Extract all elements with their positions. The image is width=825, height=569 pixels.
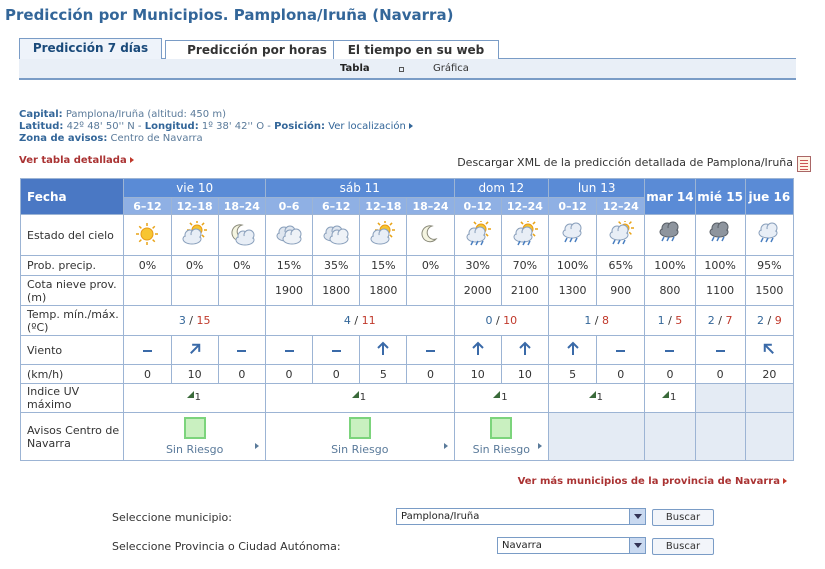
wind-speed-cell: 0 <box>645 365 695 384</box>
forecast-table <box>20 178 794 461</box>
capital-value: Pamplona/Iruña (altitud: 450 m) <box>65 109 226 120</box>
precip-cell: 15% <box>265 256 312 276</box>
day-header: mar 14 <box>645 179 695 215</box>
row-label-avisos: Avisos Centro de Navarra <box>21 413 124 461</box>
calm-icon <box>665 344 674 357</box>
wind-speed-cell: 10 <box>501 365 548 384</box>
arrow-right-icon <box>409 123 413 129</box>
slot-header: 6–12 <box>124 198 171 215</box>
slot-header: 18–24 <box>218 198 265 215</box>
wind-speed-cell: 20 <box>745 365 793 384</box>
uv-flag-icon <box>352 391 368 402</box>
lat-label: Latitud: <box>19 121 64 132</box>
wind-cell <box>597 336 645 365</box>
sun-rain-cloud-icon <box>606 237 636 250</box>
day-header: vie 10 <box>124 179 266 198</box>
cota-cell: 2000 <box>454 276 501 306</box>
uv-cell <box>548 384 644 413</box>
storm-cloud-icon <box>705 237 735 250</box>
aviso-cell[interactable] <box>454 413 548 461</box>
wind-speed-cell: 0 <box>265 365 312 384</box>
aviso-sin-riesgo[interactable] <box>124 417 265 456</box>
temp-min: 0 <box>485 314 493 327</box>
calm-icon <box>616 344 625 357</box>
buscar-municipio-button[interactable]: Buscar <box>652 509 714 526</box>
arrow-n-icon <box>375 347 391 360</box>
day-header: dom 12 <box>454 179 548 198</box>
temp-max: 9 <box>774 314 782 327</box>
sky-cell <box>548 215 596 256</box>
precip-cell: 35% <box>313 256 360 276</box>
precip-cell: 0% <box>218 256 265 276</box>
uv-value: 1 <box>501 392 508 403</box>
precip-cell: 100% <box>695 256 745 276</box>
day-header: sáb 11 <box>265 179 454 198</box>
sky-cell <box>218 215 265 256</box>
temp-cell: 2 / 9 <box>745 306 793 336</box>
uv-flag-icon <box>662 391 678 402</box>
cota-cell <box>124 276 171 306</box>
wind-speed-cell: 5 <box>548 365 596 384</box>
temp-cell: 2 / 7 <box>695 306 745 336</box>
slot-header: 0–12 <box>454 198 501 215</box>
temp-min: 3 <box>178 314 186 327</box>
cota-cell <box>407 276 454 306</box>
slot-header: 12–24 <box>501 198 548 215</box>
row-label-cota: Cota nieve prov.(m) <box>21 276 124 306</box>
ver-mas-municipios-link[interactable] <box>518 476 787 487</box>
cota-cell: 1100 <box>695 276 745 306</box>
arrow-nw-icon <box>761 347 777 360</box>
sun-cloud-icon <box>180 237 210 250</box>
sun-cloud-rain-icon <box>463 237 493 250</box>
provincia-value: Navarra <box>502 540 542 551</box>
wind-speed-cell: 0 <box>407 365 454 384</box>
row-label-temp: Temp. mín./máx. (ºC) <box>21 306 124 336</box>
provincia-label: Seleccione Provincia o Ciudad Autónoma: <box>112 540 341 553</box>
tab-prediccion-7-dias[interactable]: Predicción 7 días <box>19 38 162 60</box>
precip-cell: 0% <box>171 256 218 276</box>
arrow-n-icon <box>517 347 533 360</box>
temp-max: 8 <box>602 314 610 327</box>
temp-min: 2 <box>707 314 715 327</box>
chevron-down-icon[interactable] <box>629 538 645 553</box>
moon-cloud-icon <box>227 237 257 250</box>
coords-line: Latitud: 42º 48' 50'' N - Longitud: 1º 38' 42'' O - Posición: Ver localización <box>19 121 413 132</box>
zona-label: Zona de avisos: <box>19 133 108 144</box>
wind-speed-cell: 5 <box>360 365 407 384</box>
wind-speed-cell: 0 <box>695 365 745 384</box>
temp-max: 11 <box>361 314 376 327</box>
rain-cloud-icon <box>754 237 784 250</box>
slot-header: 6–12 <box>313 198 360 215</box>
slot-header: 0–6 <box>265 198 312 215</box>
tab-tiempo-en-su-web[interactable]: El tiempo en su web <box>333 40 499 59</box>
ver-mas-label: Ver más municipios de la provincia de Navarra <box>517 476 780 487</box>
precip-cell: 0% <box>124 256 171 276</box>
wind-cell <box>454 336 501 365</box>
zona-value: Centro de Navarra <box>110 133 203 144</box>
municipio-value: Pamplona/Iruña <box>401 511 480 522</box>
wind-cell <box>171 336 218 365</box>
uv-value: 1 <box>596 392 604 403</box>
uv-flag-icon <box>493 391 509 402</box>
green-square-icon <box>184 417 206 439</box>
row-label-viento: Viento <box>21 336 124 365</box>
cota-cell: 900 <box>597 276 645 306</box>
ver-localizacion-link[interactable]: Ver localización <box>328 121 406 132</box>
sin-riesgo-label: Sin Riesgo <box>331 443 389 456</box>
precip-cell: 15% <box>360 256 407 276</box>
green-square-icon <box>349 417 371 439</box>
row-label-uv: Indice UV máximo <box>21 384 124 413</box>
arrow-right-icon <box>783 478 787 484</box>
wind-speed-cell: 0 <box>218 365 265 384</box>
precip-cell: 95% <box>745 256 793 276</box>
temp-cell: 3 / 15 <box>124 306 266 336</box>
aviso-cell[interactable] <box>124 413 266 461</box>
wind-cell <box>265 336 312 365</box>
calm-icon <box>237 344 246 357</box>
capital-line <box>19 109 226 120</box>
temp-min: 4 <box>343 314 351 327</box>
wind-speed-cell: 0 <box>597 365 645 384</box>
uv-cell <box>265 384 454 413</box>
cota-cell: 800 <box>645 276 695 306</box>
green-square-icon <box>490 417 512 439</box>
uv-cell <box>454 384 548 413</box>
pos-label: Posición: <box>274 121 325 132</box>
day-header: lun 13 <box>548 179 644 198</box>
uv-flag-icon <box>187 391 203 402</box>
lon-label: Longitud: <box>144 121 199 132</box>
precip-cell: 70% <box>501 256 548 276</box>
aviso-sin-riesgo[interactable] <box>266 417 454 456</box>
slot-header: 0–12 <box>548 198 596 215</box>
uv-value: 1 <box>194 392 202 403</box>
sky-cell <box>124 215 171 256</box>
sun-cloud-rain-icon <box>510 237 540 250</box>
wind-cell <box>218 336 265 365</box>
sky-cell <box>597 215 645 256</box>
slot-header: 12–18 <box>360 198 407 215</box>
uv-flag-icon <box>589 391 605 402</box>
descargar-xml-link[interactable]: Descargar XML de la predicción detallada de Pamplona/Iruña <box>457 156 793 169</box>
chevron-down-icon[interactable] <box>629 509 645 524</box>
municipio-label: Seleccione municipio: <box>112 511 232 524</box>
temp-min: 2 <box>757 314 764 327</box>
aviso-cell[interactable] <box>265 413 454 461</box>
calm-icon <box>426 344 435 357</box>
storm-cloud-icon <box>655 237 685 250</box>
subtab-tabla[interactable]: Tabla <box>340 63 370 74</box>
cota-cell: 1800 <box>313 276 360 306</box>
wind-cell <box>124 336 171 365</box>
wind-speed-cell: 10 <box>171 365 218 384</box>
arrow-right-icon <box>538 443 542 449</box>
temp-max: 7 <box>725 314 733 327</box>
sky-cell <box>360 215 407 256</box>
arrow-n-icon <box>565 347 581 360</box>
sin-riesgo-label: Sin Riesgo <box>165 443 224 456</box>
arrow-right-icon <box>255 443 259 449</box>
day-header: mié 15 <box>695 179 745 215</box>
day-header: jue 16 <box>745 179 793 215</box>
moon-icon <box>416 237 446 250</box>
cota-cell: 2100 <box>501 276 548 306</box>
sky-cell <box>454 215 501 256</box>
wind-speed-cell: 10 <box>454 365 501 384</box>
sky-cell <box>745 215 793 256</box>
wind-cell <box>360 336 407 365</box>
precip-cell: 65% <box>597 256 645 276</box>
precip-cell: 30% <box>454 256 501 276</box>
wind-cell <box>645 336 695 365</box>
header-fecha: Fecha <box>21 179 124 215</box>
arrow-right-icon <box>444 443 448 449</box>
arrow-ne-icon <box>187 347 203 360</box>
row-label-precip: Prob. precip. <box>21 256 124 276</box>
aviso-cell <box>548 413 644 461</box>
tab-bar <box>19 38 796 59</box>
sky-cell <box>265 215 312 256</box>
aviso-cell <box>745 413 793 461</box>
wind-cell <box>695 336 745 365</box>
cota-cell: 1900 <box>265 276 312 306</box>
zona-line <box>19 133 203 144</box>
sky-cell <box>501 215 548 256</box>
aviso-cell <box>695 413 745 461</box>
temp-max: 15 <box>196 314 211 327</box>
temp-cell: 4 / 11 <box>265 306 454 336</box>
slot-header: 12–18 <box>171 198 218 215</box>
cota-cell <box>171 276 218 306</box>
capital-label: Capital: <box>19 109 63 120</box>
calm-icon <box>285 344 294 357</box>
uv-cell <box>695 384 745 413</box>
aviso-cell <box>645 413 695 461</box>
ver-tabla-label: Ver tabla detallada <box>19 155 127 166</box>
temp-max: 10 <box>503 314 518 327</box>
cloud-icon <box>274 237 304 250</box>
temp-max: 5 <box>675 314 683 327</box>
wind-cell <box>745 336 793 365</box>
wind-speed-cell: 0 <box>313 365 360 384</box>
wind-cell <box>548 336 596 365</box>
sky-cell <box>645 215 695 256</box>
cota-cell: 1800 <box>360 276 407 306</box>
uv-cell <box>124 384 266 413</box>
wind-speed-cell: 0 <box>124 365 171 384</box>
lat-value: 42º 48' 50'' N <box>66 121 135 132</box>
slot-header: 18–24 <box>407 198 454 215</box>
ver-tabla-detallada-link[interactable] <box>19 155 134 166</box>
precip-cell: 0% <box>407 256 454 276</box>
cota-cell: 1500 <box>745 276 793 306</box>
sky-cell <box>171 215 218 256</box>
sun-icon <box>132 237 162 250</box>
slot-header: 12–24 <box>597 198 645 215</box>
sky-cell <box>313 215 360 256</box>
sky-cell <box>407 215 454 256</box>
buscar-provincia-button[interactable]: Buscar <box>652 538 714 555</box>
subtab-separator <box>399 67 404 72</box>
cota-cell: 1300 <box>548 276 596 306</box>
uv-value: 1 <box>359 392 367 403</box>
wind-cell <box>313 336 360 365</box>
calm-icon <box>716 344 725 357</box>
municipio-select[interactable] <box>396 508 646 525</box>
temp-cell: 0 / 10 <box>454 306 548 336</box>
temp-cell: 1 / 5 <box>645 306 695 336</box>
calm-icon <box>143 344 152 357</box>
wind-cell <box>407 336 454 365</box>
lon-value: 1º 38' 42'' O <box>201 121 265 132</box>
sun-cloud-icon <box>368 237 398 250</box>
cloud-icon <box>321 237 351 250</box>
tab-prediccion-por-horas[interactable]: Predicción por horas <box>165 40 349 59</box>
subtab-bar <box>19 59 796 80</box>
cota-cell <box>218 276 265 306</box>
sky-cell <box>695 215 745 256</box>
rain-cloud-icon <box>558 237 588 250</box>
uv-cell <box>645 384 695 413</box>
uv-value: 1 <box>669 392 677 403</box>
temp-min: 1 <box>657 314 665 327</box>
temp-min: 1 <box>584 314 592 327</box>
precip-cell: 100% <box>645 256 695 276</box>
arrow-right-icon <box>130 157 134 163</box>
wind-cell <box>501 336 548 365</box>
calm-icon <box>332 344 341 357</box>
temp-cell: 1 / 8 <box>548 306 644 336</box>
provincia-select[interactable] <box>497 537 646 554</box>
row-label-cielo: Estado del cielo <box>21 215 124 256</box>
sin-riesgo-label: Sin Riesgo <box>472 443 531 456</box>
subtab-grafica[interactable]: Gráfica <box>433 63 469 74</box>
aviso-sin-riesgo[interactable] <box>455 417 548 456</box>
row-label-kmh: (km/h) <box>21 365 124 384</box>
precip-cell: 100% <box>548 256 596 276</box>
page-title: Predicción por Municipios. Pamplona/Iruña (Navarra) <box>5 6 454 24</box>
arrow-n-icon <box>470 347 486 360</box>
xml-file-icon[interactable] <box>797 156 811 172</box>
uv-cell <box>745 384 793 413</box>
